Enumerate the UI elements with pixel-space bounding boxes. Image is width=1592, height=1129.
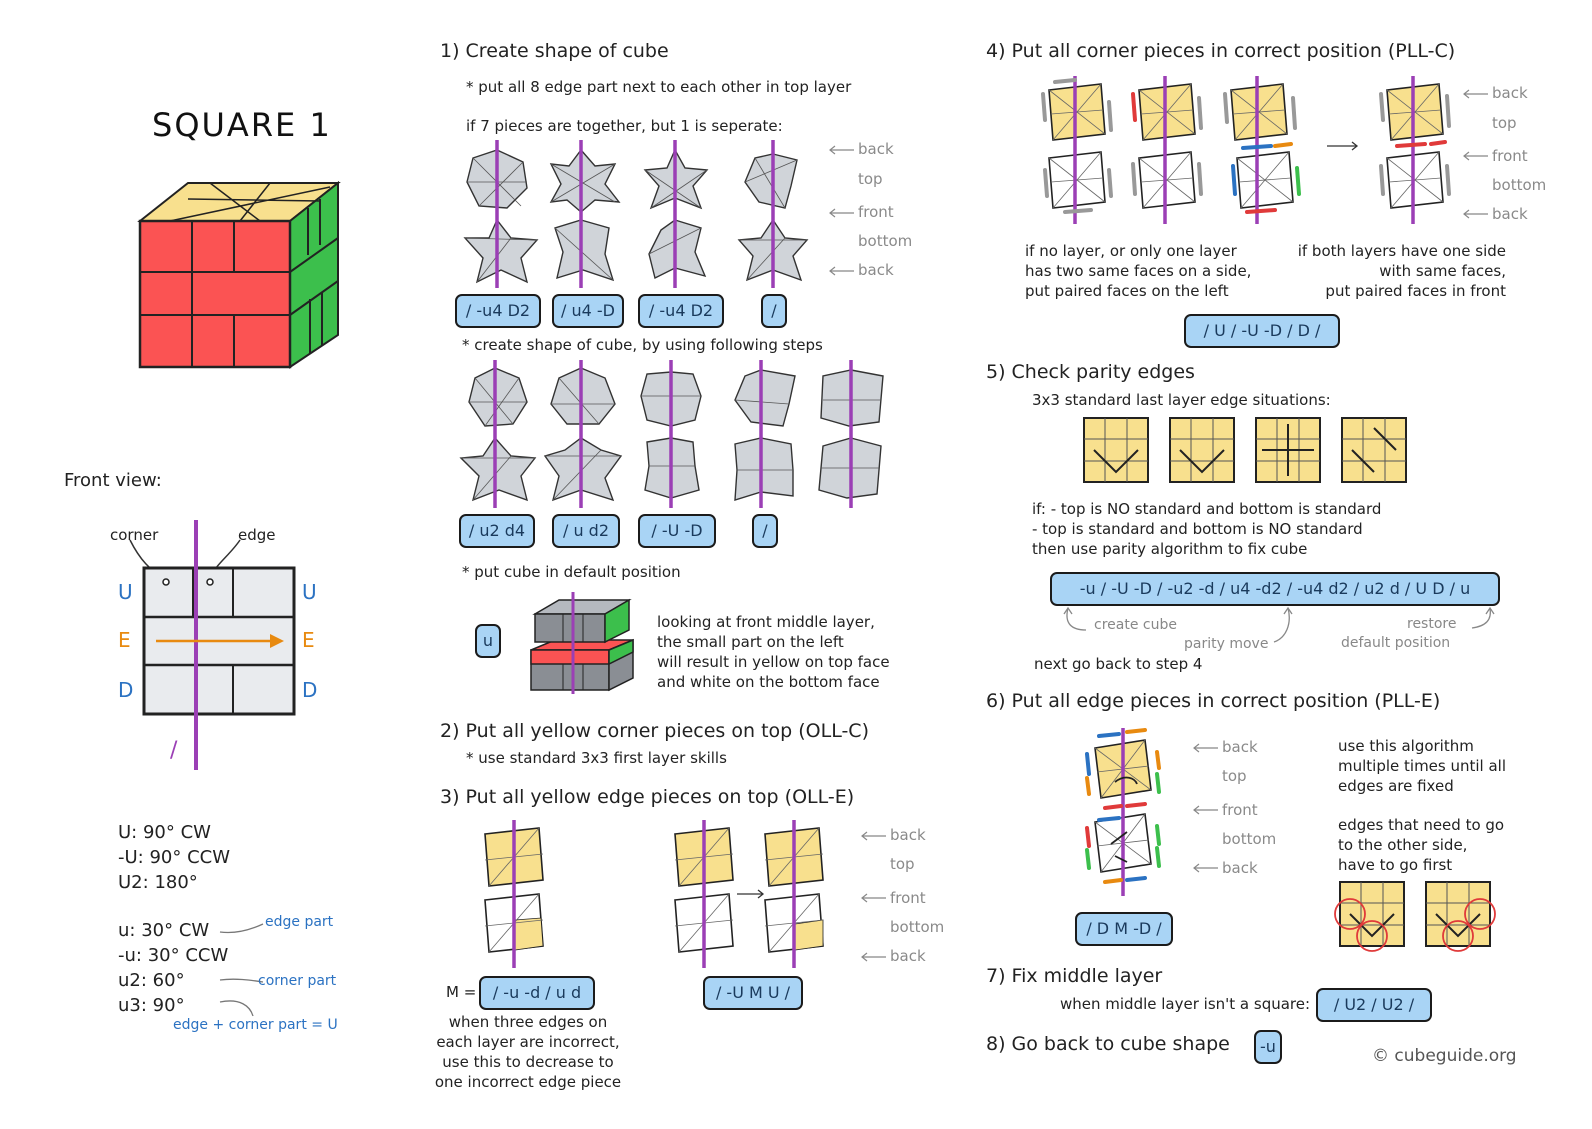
pll-c-diagrams [1035, 76, 1455, 226]
s3-heading: 3) Put all yellow edge pieces on top (OLL-E) [440, 786, 855, 808]
note-default-position: default position [1341, 635, 1451, 651]
s1-heading: 1) Create shape of cube [440, 40, 669, 62]
move-row: u: 30° CW [118, 920, 210, 941]
s5-sub: 3x3 standard last layer edge situations: [1032, 391, 1331, 409]
d-right: D [302, 678, 318, 702]
alg-box: / U2 / U2 / [1316, 988, 1432, 1022]
label-arrows-1 [826, 140, 856, 280]
move-row: u3: 90° [118, 995, 185, 1016]
alg-box: / -U M U / [703, 976, 803, 1010]
oll-e-diagrams [475, 820, 845, 970]
s1-bullet1: * put all 8 edge part next to each other in top layer [466, 78, 852, 96]
lbl-top: top [890, 855, 915, 873]
note-parity-move: parity move [1184, 636, 1269, 652]
alg-box: / U / -U -D / D / [1184, 314, 1340, 348]
s5-if-text: if: - top is NO standard and bottom is standard - top is standard and bottom is NO standard then use parity algorithm to fix cube [1032, 500, 1382, 558]
s6-text1: use this algorithm multiple times until all edges are fixed [1338, 737, 1507, 795]
s1-bullet3: * put cube in default position [462, 563, 681, 581]
move-row: U2: 180° [118, 872, 198, 893]
s3-text: when three edges on each layer are incorrect, use this to decrease to one incorrect edge piece [434, 1013, 622, 1091]
s2-bullet: * use standard 3x3 first layer skills [466, 749, 727, 767]
alg-box: / D M -D / [1075, 912, 1173, 946]
default-text: looking at front middle layer, the small part on the left will result in yellow on top face and white on the bottom face [657, 613, 890, 691]
s7-heading: 7) Fix middle layer [986, 965, 1163, 987]
s4-left-text: if no layer, or only one layer has two same faces on a side, put paired faces on the left [1025, 242, 1252, 300]
s7-sub: when middle layer isn't a square: [1060, 995, 1311, 1013]
lbl-back: back [890, 947, 926, 965]
move-row: -u: 30° CCW [118, 945, 229, 966]
alg-box: / -u4 D2 [638, 294, 724, 328]
s4-right-text: if both layers have one side with same faces, put paired faces in front [1297, 242, 1506, 300]
d-left: D [118, 678, 134, 702]
slash-label: / [170, 738, 178, 763]
u-right: U [302, 580, 317, 604]
alg-box: / u4 -D [552, 294, 624, 328]
alg-box: -u / -U -D / -u2 -d / u4 -d2 / -u4 d2 / u2 d / U D / u [1050, 572, 1500, 606]
move-row: u2: 60° [118, 970, 185, 991]
lbl-bottom: bottom [858, 232, 913, 250]
corner-label: corner [110, 526, 159, 544]
lbl-back: back [1222, 859, 1258, 877]
default-position-cube [527, 590, 637, 695]
s8-heading: 8) Go back to cube shape [986, 1033, 1230, 1055]
note-create-cube: create cube [1094, 617, 1177, 633]
move-list [118, 820, 230, 895]
lbl-back: back [1222, 738, 1258, 756]
alg-box: -u [1254, 1030, 1282, 1064]
shape-diagrams-row1 [455, 140, 815, 290]
note-restore: restore [1407, 616, 1457, 632]
lbl-back: back [890, 826, 926, 844]
edge-corner-note: edge + corner part = U [173, 1017, 338, 1033]
u-left: U [118, 580, 133, 604]
lbl-front: front [858, 203, 894, 221]
m-label: M = [446, 983, 477, 1001]
edge-situations [1082, 416, 1412, 484]
move-row: U: 90° CW [118, 822, 211, 843]
copyright: © cubeguide.org [1372, 1046, 1517, 1066]
label-arrows-3 [858, 826, 888, 966]
lbl-back: back [1492, 205, 1528, 223]
lbl-front: front [1222, 801, 1258, 819]
alg-box: / -u -d / u d [479, 976, 595, 1010]
lbl-top: top [858, 170, 883, 188]
edge-label: edge [238, 526, 276, 544]
s4-heading: 4) Put all corner pieces in correct position (PLL-C) [986, 40, 1456, 62]
edge-part-note: edge part [265, 914, 334, 930]
front-view-label: Front view: [64, 470, 162, 491]
s2-heading: 2) Put all yellow corner pieces on top (OLL-C) [440, 720, 869, 742]
e-right: E [302, 628, 315, 652]
square1-cube-illustration [130, 175, 350, 375]
corner-part-note: corner part [258, 973, 337, 989]
alg-box: / -u4 D2 [455, 294, 541, 328]
alg-box: / -U -D [638, 514, 716, 548]
lbl-front: front [1492, 147, 1528, 165]
s6-heading: 6) Put all edge pieces in correct position (PLL-E) [986, 690, 1441, 712]
s5-next: next go back to step 4 [1034, 655, 1203, 673]
small-move-list [118, 918, 228, 1018]
lbl-bottom: bottom [1492, 176, 1547, 194]
s5-heading: 5) Check parity edges [986, 361, 1195, 383]
lbl-back: back [858, 261, 894, 279]
s6-text2: edges that need to go to the other side, have to go first [1338, 816, 1505, 874]
lbl-bottom: bottom [890, 918, 945, 936]
alg-box: / u2 d4 [459, 514, 535, 548]
shape-diagrams-row2 [455, 360, 895, 510]
lbl-back: back [1492, 84, 1528, 102]
page-title: SQUARE 1 [152, 106, 332, 144]
lbl-front: front [890, 889, 926, 907]
alg-box: / [752, 514, 778, 548]
alg-box: u [475, 624, 501, 658]
label-arrows-6 [1190, 738, 1220, 878]
s1-bullet2: * create shape of cube, by using following steps [462, 336, 823, 354]
alg-box: / u d2 [552, 514, 620, 548]
pll-e-grids [1330, 876, 1502, 952]
lbl-top: top [1492, 114, 1517, 132]
pll-e-diagram [1075, 728, 1175, 898]
lbl-back: back [858, 140, 894, 158]
e-left: E [118, 628, 131, 652]
lbl-top: top [1222, 767, 1247, 785]
s1-line2: if 7 pieces are together, but 1 is seperate: [466, 117, 783, 135]
move-row: -U: 90° CCW [118, 847, 231, 868]
lbl-bottom: bottom [1222, 830, 1277, 848]
alg-box: / [761, 294, 787, 328]
label-arrows-4 [1460, 84, 1490, 224]
